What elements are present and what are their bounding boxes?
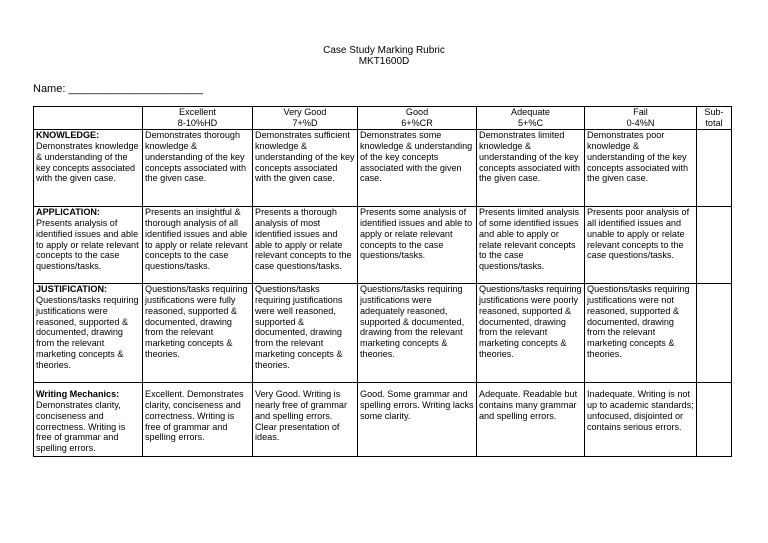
header-criterion [34,107,143,130]
cell-good: Good. Some grammar and spelling errors. Writing lacks some clarity. [358,382,477,456]
cell-good: Presents some analysis of identified issues and able to apply or relate relevant concepts to the case questions/tasks. [358,206,477,283]
criterion-name: APPLICATION: [36,206,100,217]
header-fail: Fail 0-4%N [585,107,697,130]
document-title-block [0,45,768,67]
cell-good: Questions/tasks requiring justifications were adequately reasoned, supported & documented, drawing from the relevant marketing concepts & theories. [358,283,477,382]
header-very-good: Very Good 7+%D [253,107,358,130]
criterion-description: Presents analysis of identified issues and able to apply or relate relevant concepts to the case questions/tasks. [36,217,139,272]
document-title: Case Study Marking Rubric [323,45,445,56]
criterion-description: Questions/tasks requiring justifications were reasoned, supported & documented, drawing from the relevant marketing concepts & theories. [36,294,139,371]
rubric-row-justification [34,283,732,382]
cell-adequate: Adequate. Readable but contains many grammar and spelling errors. [477,382,585,456]
criterion-name: Writing Mechanics: [36,388,120,399]
marking-rubric-table [33,106,732,457]
rubric-row-knowledge [34,129,732,206]
criterion-name: KNOWLEDGE: [36,129,100,140]
cell-fail: Demonstrates poor knowledge & understanding of the key concepts associated with the given case. [585,129,697,206]
cell-very-good: Very Good. Writing is nearly free of grammar and spelling errors. Clear presentation of ideas. [253,382,358,456]
cell-fail: Inadequate. Writing is not up to academic standards; unfocused, disjointed or contains serious errors. [585,382,697,456]
student-name-field[interactable]: Name: ______________________ [33,83,204,95]
criterion-cell [34,129,143,206]
cell-adequate: Demonstrates limited knowledge & understanding of the key concepts associated with the given case. [477,129,585,206]
cell-excellent: Questions/tasks requiring justifications were fully reasoned, supported & documented, drawing from the relevant marketing concepts & theories. [143,283,253,382]
header-excellent: Excellent 8-10%HD [143,107,253,130]
cell-adequate: Presents limited analysis of some identified issues and able to apply or relate relevant concepts to the case questions/tasks. [477,206,585,283]
rubric-row-application [34,206,732,283]
course-code: MKT1600D [358,56,410,67]
criterion-cell [34,206,143,283]
criterion-description: Demonstrates clarity, conciseness and correctness. Writing is free of grammar and spelling errors. [36,399,126,454]
cell-very-good: Presents a thorough analysis of most identified issues and able to apply or relate relevant concepts to the case questions/tasks. [253,206,358,283]
rubric-row-writing-mechanics [34,382,732,456]
criterion-cell [34,382,143,456]
cell-subtotal[interactable] [697,382,732,456]
cell-very-good: Demonstrates sufficient knowledge & understanding of the key concepts associated with the given case. [253,129,358,206]
cell-fail: Presents poor analysis of all identified issues and unable to apply or relate relevant concepts to the case questions/tasks. [585,206,697,283]
cell-excellent: Demonstrates thorough knowledge & understanding of the key concepts associated with the given case. [143,129,253,206]
cell-adequate: Questions/tasks requiring justifications were poorly reasoned, supported & documented, drawing from the relevant marketing concepts & theories. [477,283,585,382]
cell-fail: Questions/tasks requiring justifications were not reasoned, supported & documented, drawing from the relevant marketing concepts & theories. [585,283,697,382]
header-subtotal: Sub- total [697,107,732,130]
cell-excellent: Excellent. Demonstrates clarity, conciseness and correctness. Writing is free of grammar and spelling errors. [143,382,253,456]
cell-subtotal[interactable] [697,283,732,382]
cell-subtotal[interactable] [697,206,732,283]
header-adequate: Adequate 5+%C [477,107,585,130]
cell-very-good: Questions/tasks requiring justifications were well reasoned, supported & documented, drawing from the relevant marketing concepts & theories. [253,283,358,382]
header-good: Good 6+%CR [358,107,477,130]
criterion-name: JUSTIFICATION: [36,283,108,294]
header-row [34,107,732,130]
cell-good: Demonstrates some knowledge & understanding of the key concepts associated with the given case. [358,129,477,206]
cell-excellent: Presents an insightful & thorough analysis of all identified issues and able to apply or relate relevant concepts to the case questions/tasks. [143,206,253,283]
criterion-description: Demonstrates knowledge & understanding of the key concepts associated with the given case. [36,140,139,184]
criterion-cell [34,283,143,382]
cell-subtotal[interactable] [697,129,732,206]
